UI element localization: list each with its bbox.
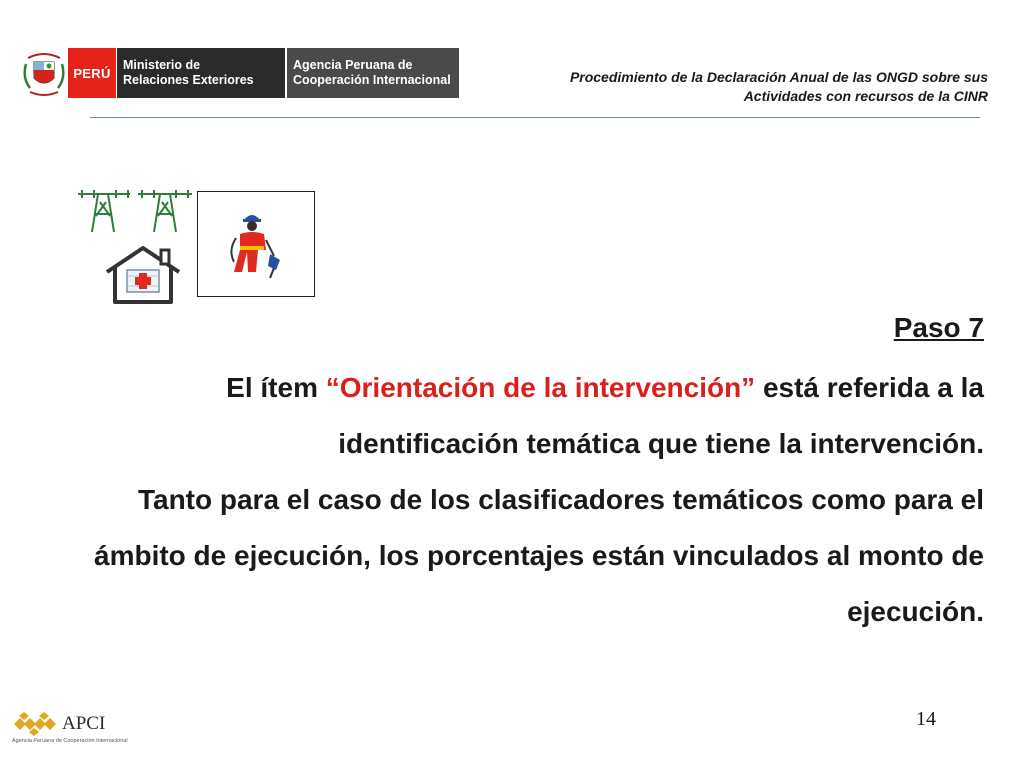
coat-of-arms-icon <box>22 48 66 98</box>
apci-logo-text: APCI <box>62 713 106 734</box>
apci-emblem-icon <box>12 712 58 736</box>
power-towers-icon <box>76 186 196 238</box>
worker-icon <box>228 210 284 280</box>
ministry-line1: Ministerio de <box>123 58 201 72</box>
document-title <box>448 68 988 106</box>
document-title-line2: Actividades con recursos de la CINR <box>743 88 988 104</box>
worker-illustration-frame <box>197 191 315 297</box>
step-title: Paso 7 <box>893 312 984 343</box>
document-title-line1: Procedimiento de la Declaración Anual de las ONGD sobre sus <box>569 69 988 85</box>
health-house-icon <box>103 244 183 306</box>
page-number: 14 <box>916 708 936 730</box>
header-divider <box>90 117 980 118</box>
agency-line2: Cooperación Internacional <box>293 73 451 87</box>
ministry-line2: Relaciones Exteriores <box>123 73 254 87</box>
apci-logo <box>12 712 128 744</box>
paragraph-orientation <box>44 360 984 472</box>
paragraph-prefix: El ítem <box>226 372 326 403</box>
header-logos <box>22 48 459 98</box>
apci-logo-subtitle: Agencia Peruana de Cooperación Internacional <box>12 738 128 744</box>
body-text <box>44 360 984 640</box>
paragraph-suffix: está referida a la identificación temática que tiene la intervención. <box>338 372 984 459</box>
peru-label: PERÚ <box>68 48 116 98</box>
paragraph-percentages: Tanto para el caso de los clasificadores temáticos como para el ámbito de ejecución, los porcentajes están vinculados al monto de ejecución. <box>94 484 984 627</box>
highlighted-term: “Orientación de la intervención” <box>325 372 756 403</box>
agency-line1: Agencia Peruana de <box>293 58 413 72</box>
agency-label <box>287 48 459 98</box>
ministry-label <box>117 48 285 98</box>
